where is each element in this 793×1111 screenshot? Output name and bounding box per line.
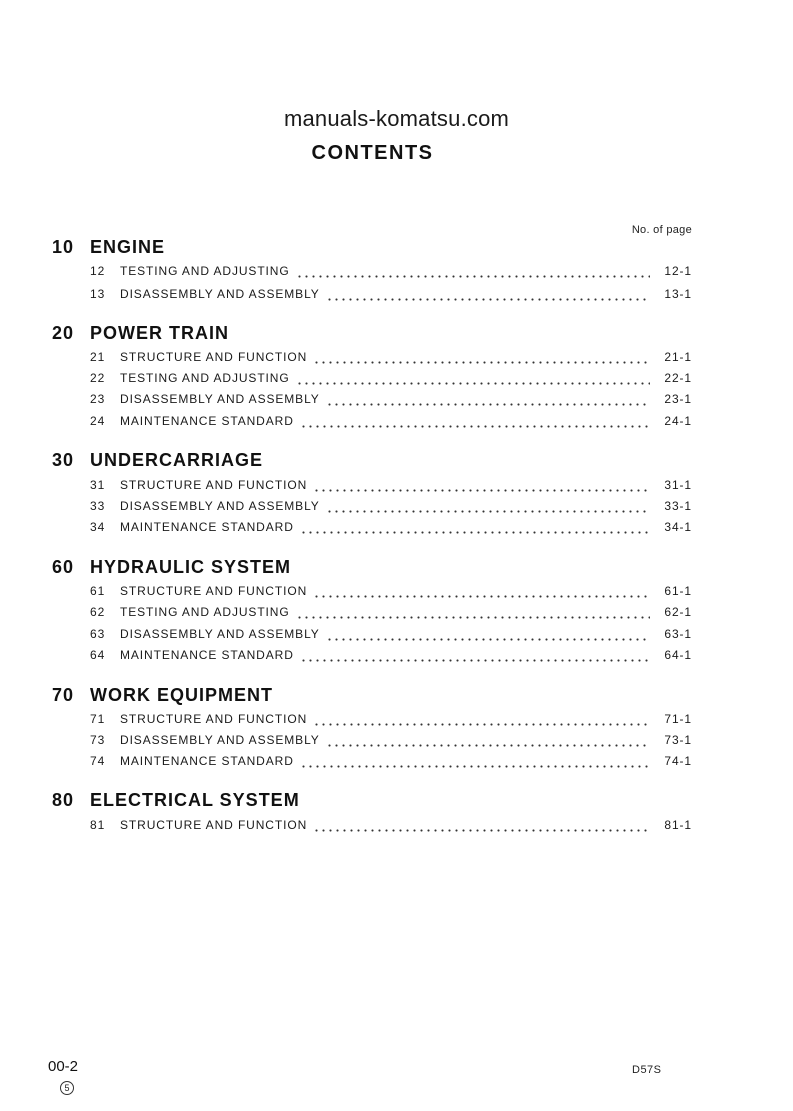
dot-leader xyxy=(296,616,650,619)
dot-leader xyxy=(296,382,650,385)
page-title: CONTENTS xyxy=(311,142,434,164)
section-number: 70 xyxy=(52,685,75,705)
page-number: 00-2 xyxy=(48,1058,79,1075)
toc-entry[interactable] xyxy=(90,392,692,408)
dot-leader xyxy=(326,510,650,513)
entry-label: DISASSEMBLY AND ASSEMBLY xyxy=(120,627,320,641)
entry-number: 13 xyxy=(90,287,106,301)
entry-number: 71 xyxy=(90,712,106,726)
entry-number: 73 xyxy=(90,733,106,747)
dot-leader xyxy=(326,744,650,747)
dot-leader xyxy=(313,829,650,832)
entry-number: 81 xyxy=(90,818,106,832)
section-heading xyxy=(52,450,263,472)
toc-entry[interactable] xyxy=(90,264,692,280)
dot-leader xyxy=(313,361,650,364)
entry-label: DISASSEMBLY AND ASSEMBLY xyxy=(120,499,320,513)
entry-page: 71-1 xyxy=(664,712,692,726)
entry-number: 63 xyxy=(90,627,106,641)
entry-label: DISASSEMBLY AND ASSEMBLY xyxy=(120,733,320,747)
entry-label: STRUCTURE AND FUNCTION xyxy=(120,712,308,726)
section-heading xyxy=(52,557,291,579)
entry-label: MAINTENANCE STANDARD xyxy=(120,414,294,428)
dot-leader xyxy=(313,489,650,492)
section-heading xyxy=(52,323,229,345)
dot-leader xyxy=(300,425,650,428)
entry-label: TESTING AND ADJUSTING xyxy=(120,371,290,385)
entry-label: MAINTENANCE STANDARD xyxy=(120,648,294,662)
entry-page: 21-1 xyxy=(664,350,692,364)
entry-page: 64-1 xyxy=(664,648,692,662)
section-title: ENGINE xyxy=(90,237,166,257)
entry-label: STRUCTURE AND FUNCTION xyxy=(120,818,308,832)
entry-number: 23 xyxy=(90,392,106,406)
entry-label: MAINTENANCE STANDARD xyxy=(120,754,294,768)
entry-page: 13-1 xyxy=(664,287,692,301)
entry-page: 62-1 xyxy=(664,605,692,619)
toc-entry[interactable] xyxy=(90,350,692,366)
entry-page: 73-1 xyxy=(664,733,692,747)
entry-page: 81-1 xyxy=(664,818,692,832)
entry-page: 34-1 xyxy=(664,520,692,534)
section-title: WORK EQUIPMENT xyxy=(90,685,273,705)
section-number: 80 xyxy=(52,790,75,810)
entry-page: 31-1 xyxy=(664,478,692,492)
toc-entry[interactable] xyxy=(90,371,692,387)
dot-leader xyxy=(300,531,650,534)
entry-page: 63-1 xyxy=(664,627,692,641)
entry-number: 33 xyxy=(90,499,106,513)
dot-leader xyxy=(313,595,650,598)
section-heading xyxy=(52,685,273,707)
entry-page: 74-1 xyxy=(664,754,692,768)
toc-entry[interactable] xyxy=(90,520,692,536)
entry-number: 24 xyxy=(90,414,106,428)
section-title: ELECTRICAL SYSTEM xyxy=(90,790,300,810)
section-heading xyxy=(52,237,165,259)
toc-entry[interactable] xyxy=(90,648,692,664)
revision-mark: 5 xyxy=(60,1081,74,1095)
toc-entry[interactable] xyxy=(90,414,692,430)
entry-number: 31 xyxy=(90,478,106,492)
entry-label: STRUCTURE AND FUNCTION xyxy=(120,584,308,598)
entry-page: 12-1 xyxy=(664,264,692,278)
model-code: D57S xyxy=(632,1064,662,1076)
section-title: HYDRAULIC SYSTEM xyxy=(90,557,292,577)
entry-number: 61 xyxy=(90,584,106,598)
entry-number: 12 xyxy=(90,264,106,278)
watermark-url: manuals-komatsu.com xyxy=(283,106,510,131)
page-column-header: No. of page xyxy=(631,224,692,236)
section-number: 20 xyxy=(52,323,75,343)
entry-number: 21 xyxy=(90,350,106,364)
entry-page: 23-1 xyxy=(664,392,692,406)
dot-leader xyxy=(300,659,650,662)
entry-label: DISASSEMBLY AND ASSEMBLY xyxy=(120,287,320,301)
entry-label: MAINTENANCE STANDARD xyxy=(120,520,294,534)
toc-entry[interactable] xyxy=(90,499,692,515)
toc-entry[interactable] xyxy=(90,627,692,643)
entry-label: STRUCTURE AND FUNCTION xyxy=(120,350,308,364)
section-number: 30 xyxy=(52,450,75,470)
entry-label: TESTING AND ADJUSTING xyxy=(120,605,290,619)
dot-leader xyxy=(313,723,650,726)
dot-leader xyxy=(300,765,650,768)
entry-label: TESTING AND ADJUSTING xyxy=(120,264,290,278)
entry-label: DISASSEMBLY AND ASSEMBLY xyxy=(120,392,320,406)
section-heading xyxy=(52,790,300,812)
entry-number: 64 xyxy=(90,648,106,662)
dot-leader xyxy=(326,298,650,301)
entry-number: 62 xyxy=(90,605,106,619)
section-number: 10 xyxy=(52,237,75,257)
entry-label: STRUCTURE AND FUNCTION xyxy=(120,478,308,492)
toc-entry[interactable] xyxy=(90,712,692,728)
entry-page: 24-1 xyxy=(664,414,692,428)
toc-entry[interactable] xyxy=(90,818,692,834)
entry-page: 61-1 xyxy=(664,584,692,598)
section-title: UNDERCARRIAGE xyxy=(90,450,264,470)
toc-entry[interactable] xyxy=(90,287,692,303)
dot-leader xyxy=(326,638,650,641)
entry-page: 33-1 xyxy=(664,499,692,513)
toc-entry[interactable] xyxy=(90,478,692,494)
entry-page: 22-1 xyxy=(664,371,692,385)
section-number: 60 xyxy=(52,557,75,577)
section-title: POWER TRAIN xyxy=(90,323,229,343)
toc-entry[interactable] xyxy=(90,754,692,770)
entry-number: 74 xyxy=(90,754,106,768)
entry-number: 22 xyxy=(90,371,106,385)
entry-number: 34 xyxy=(90,520,106,534)
dot-leader xyxy=(326,403,650,406)
dot-leader xyxy=(296,275,650,278)
toc-entry[interactable] xyxy=(90,605,692,621)
toc-entry[interactable] xyxy=(90,584,692,600)
toc-entry[interactable] xyxy=(90,733,692,749)
